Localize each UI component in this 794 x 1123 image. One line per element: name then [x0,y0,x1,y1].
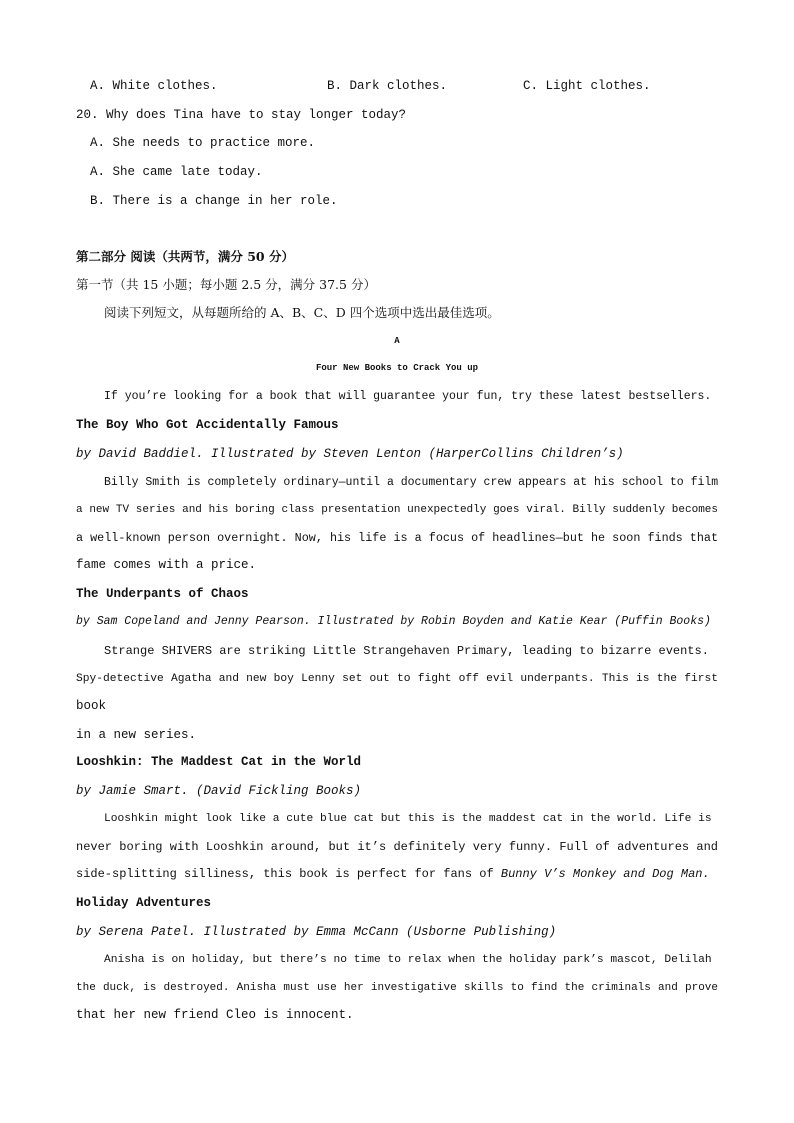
book-text-line: Anisha is on holiday, but there’s no time to relax when the holiday park’s mascot, Delilah [104,954,712,966]
book-text-line: a well-known person overnight. Now, his life is a focus of headlines—but he soon finds that [76,531,718,545]
book-byline: by Jamie Smart. (David Fickling Books) [76,784,362,798]
book-text-line: the duck, is destroyed. Anisha must use her investigative skills to find the criminals and prove [76,982,718,994]
book-byline: by Serena Patel. Illustrated by Emma McCann (Usborne Publishing) [76,925,557,939]
book-text-segment: side-splitting silliness, this book is perfect for fans of [76,867,501,881]
book-byline: by David Baddiel. Illustrated by Steven Lenton (HarperCollins Children’s) [76,447,624,461]
book-italic-titles: Bunny V’s Monkey and Dog Man. [500,867,710,881]
book-title: Looshkin: The Maddest Cat in the World [76,755,362,769]
book-text-line [76,866,710,882]
passage-letter: A [394,336,400,346]
passage-intro: If you’re looking for a book that will guarantee your fun, try these latest bestsellers. [104,390,712,403]
book-text-line: book [76,699,107,713]
q19-option-c: C. Light clothes. [523,79,651,93]
book-text-line: a new TV series and his boring class presentation unexpectedly goes viral. Billy suddenly becomes [76,504,718,516]
book-title: The Underpants of Chaos [76,587,249,601]
book-text-line: that her new friend Cleo is innocent. [76,1008,354,1022]
passage-title: Four New Books to Crack You up [315,363,479,373]
book-text-line: Spy-detective Agatha and new boy Lenny set out to fight off evil underpants. This is the first [76,673,718,685]
q19-option-a: A. White clothes. [90,79,218,93]
book-text-line: Strange SHIVERS are striking Little Strangehaven Primary, leading to bizarre events. [104,644,709,658]
book-text-line: fame comes with a price. [76,558,257,572]
q20-option-3: B. There is a change in her role. [90,194,338,208]
q20-question: 20. Why does Tina have to stay longer today? [76,108,407,122]
q20-option-1: A. She needs to practice more. [90,136,316,150]
book-text-line: in a new series. [76,728,197,742]
book-title: The Boy Who Got Accidentally Famous [76,418,339,432]
part2-heading: 第二部分 阅读（共两节，满分 50 分） [76,249,294,264]
book-byline: by Sam Copeland and Jenny Pearson. Illustrated by Robin Boyden and Katie Kear (Puffin Books) [76,615,711,628]
book-title: Holiday Adventures [76,896,212,910]
instructions: 阅读下列短文，从每题所给的 A、B、C、D 四个选项中选出最佳选项。 [104,305,500,320]
book-text-line: Billy Smith is completely ordinary—until a documentary crew appears at his school to film [104,476,719,489]
book-text-line: Looshkin might look like a cute blue cat but this is the maddest cat in the world. Life is [104,813,712,825]
q19-option-b: B. Dark clothes. [327,79,448,93]
book-text-line: never boring with Looshkin around, but it’s definitely very funny. Full of adventures and [76,840,718,854]
section1-heading: 第一节（共 15 小题；每小题 2.5 分，满分 37.5 分） [76,277,376,292]
q20-option-2: A. She came late today. [90,165,263,179]
